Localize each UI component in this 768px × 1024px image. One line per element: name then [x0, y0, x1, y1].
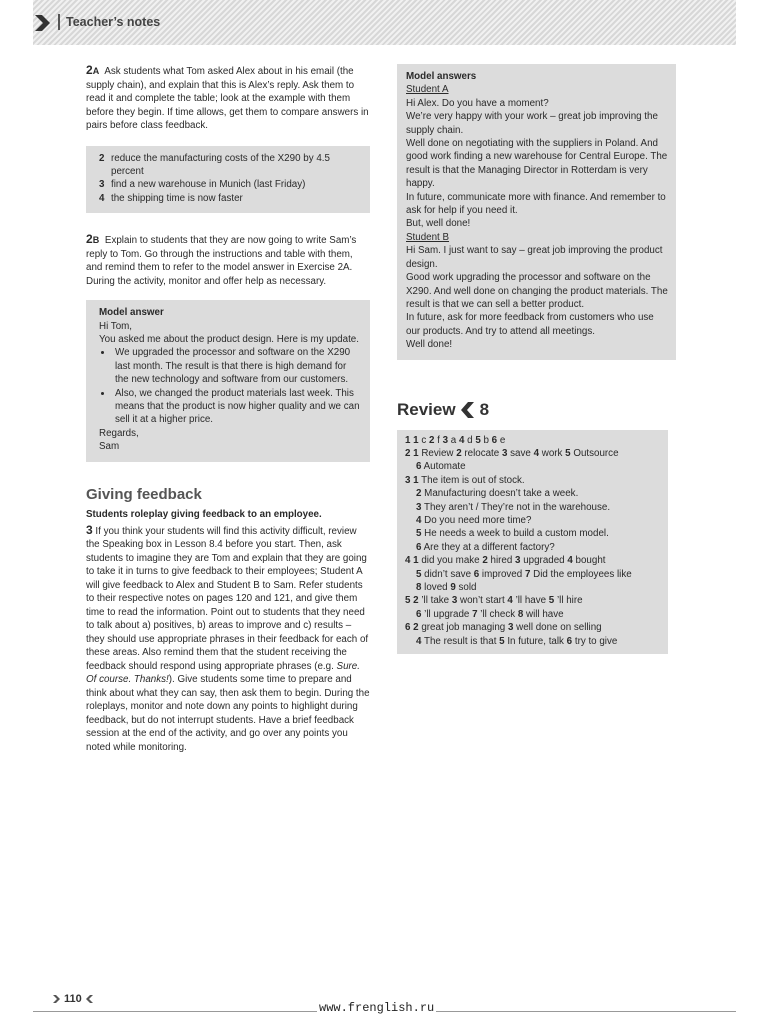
- answer-item: 3 find a new warehouse in Munich (last Friday): [99, 179, 306, 191]
- answer-item: 2 reduce the manufacturing costs of the X290 by 4.5 percent: [99, 152, 330, 177]
- review-answer-line: 4 Do you need more time?: [416, 514, 532, 526]
- student-a-line: Well done on negotiating with the suppliers in Poland. And good work finding a new warehouse for Central Europe. The result is that the Managing Director in Rotterdam is very happy.: [406, 138, 668, 190]
- review-title: Review: [397, 399, 456, 419]
- review-answer-line: 5 didn’t save 6 improved 7 Did the employees like: [416, 568, 632, 580]
- page-number: 110: [52, 993, 94, 1005]
- left-column: [86, 64, 370, 754]
- review-answer-line: 4 The result is that 5 In future, talk 6 try to give: [416, 635, 618, 647]
- student-b-line: Hi Sam. I just want to say – great job improving the product design.: [406, 245, 663, 270]
- section-heading-giving-feedback: Giving feedback: [86, 485, 202, 503]
- student-a-line: But, well done!: [406, 218, 471, 230]
- chevron-left-icon: [84, 994, 94, 1004]
- student-a-line: In future, communicate more with finance. And remember to ask for help if you need it.: [406, 191, 666, 217]
- student-b-line: In future, ask for more feedback from customers who use our products. And try to attend all meetings.: [406, 312, 654, 337]
- header-title: Teacher’s notes: [58, 14, 160, 30]
- review-answer-line: 6 2 great job managing 3 well done on selling: [405, 622, 602, 634]
- review-answer-line: 3 They aren’t / They’re not in the warehouse.: [416, 501, 611, 513]
- student-a-line: Hi Alex. Do you have a moment?: [406, 97, 549, 109]
- model-answer-heading: Model answer: [99, 307, 164, 319]
- model-intro: You asked me about the product design. Here is my update.: [99, 333, 359, 345]
- student-b-line: Good work upgrading the processor and software on the X290. And well done on changing the product materials. The result is that we can sell a better product.: [406, 272, 668, 310]
- model-answers-heading: Model answers: [406, 71, 477, 82]
- student-a-label: Student A: [406, 84, 449, 96]
- exercise-2b: [86, 233, 370, 288]
- review-number: 8: [479, 399, 490, 419]
- model-signature: Sam: [99, 441, 120, 453]
- review-answer-line: 5 He needs a week to build a custom model.: [416, 528, 609, 540]
- exercise-letter: A: [92, 66, 100, 76]
- exercise-number: 2: [86, 232, 93, 247]
- model-bullet: • We upgraded the processor and software on the X290 last month. The result is that there is high demand for the new technology and software from our customers.: [113, 346, 362, 386]
- model-closing: Regards,: [99, 427, 139, 439]
- student-a-line: We’re very happy with your work – great job improving the supply chain.: [406, 111, 658, 136]
- exercise-letter: B: [92, 235, 100, 246]
- chevron-right-icon: [33, 13, 53, 33]
- review-answer-line: 6 ’ll upgrade 7 ’ll check 8 will have: [416, 608, 564, 620]
- model-bullet: • Also, we changed the product materials last week. This means that the product is now higher quality and we can sell it at a higher price.: [113, 387, 362, 427]
- review-answer-line: 6 Are they at a different factory?: [416, 541, 555, 553]
- section-subheading: Students roleplay giving feedback to an employee.: [86, 508, 322, 520]
- review-answer-line: 1 1 c 2 f 3 a 4 d 5 b 6 e: [405, 434, 506, 446]
- exercise-3: 3 If you think your students will find this activity difficult, review the Speaking box in Lesson 8.4 before you start. Then, ask students to imagine they are Tom and explain that they are going to take it in turns to give feedback to their employees; Student A will give feedback to Alex and Student B to Sam. Refer students to their respective notes on pages 120 and 121, and give them time to read the information. Point out to students that they need to talk about a) positives, b) areas to improve and c) results – they should use appropriate phrases in their feedback for each of these areas. Also remind them that the student receiving the feedback should respond using appropriate phrases (e.g. Sure. Of course. Thanks!). Give students some time to prepare and think about what they can say, then ask them to begin. During the roleplays, monitor and note down any points to highlight during feedback, but do not interrupt students. Have a brief feedback session at the end of the activity, and go over any points you noted while monitoring.: [86, 522, 370, 753]
- model-answer-box: [86, 300, 370, 461]
- exercise-text: Ask students what Tom asked Alex about in his email (the supply chain), and explain that this is Alex’s reply. Ask them to read it and complete the table; look at the example with them before they begin. If time allows, get them to compare answers in pairs before class feedback.: [86, 66, 369, 131]
- review-answer-line: 2 1 Review 2 relocate 3 save 4 work 5 Outsource: [405, 447, 619, 459]
- model-greeting: Hi Tom,: [99, 320, 133, 332]
- exercise-text: Explain to students that they are now going to write Sam’s reply to Tom. Go through the instructions and table with them, and remind them to refer to the model answer in Exercise 2A. During the activity, monitor and offer help as necessary.: [86, 235, 357, 287]
- review-answer-line: 5 2 ’ll take 3 won’t start 4 ’ll have 5 ’ll hire: [405, 595, 583, 607]
- review-answer-line: 8 loved 9 sold: [416, 582, 477, 593]
- right-column: [397, 64, 676, 654]
- student-b-label: Student B: [406, 231, 450, 243]
- model-answers-box: [397, 64, 676, 360]
- review-answer-line: 3 1 The item is out of stock.: [405, 474, 525, 486]
- review-heading: [397, 400, 676, 420]
- review-answer-line: 4 1 did you make 2 hired 3 upgraded 4 bought: [405, 555, 606, 567]
- chevron-right-icon: [52, 994, 62, 1004]
- review-answer-line: 2 Manufacturing doesn’t take a week.: [416, 488, 579, 500]
- exercise-2a: [86, 64, 370, 133]
- answer-item: 4 the shipping time is now faster: [99, 192, 243, 204]
- chevron-left-icon: [460, 401, 476, 419]
- review-answers-box: [397, 430, 668, 655]
- exercise-number: 3: [86, 522, 93, 537]
- student-b-line: Well done!: [406, 339, 453, 351]
- exercise-number: 2: [86, 63, 93, 77]
- answer-box-2a: [86, 146, 370, 214]
- footer-url: www.frenglish.ru: [319, 1001, 435, 1015]
- review-answer-line: 6 Automate: [416, 461, 466, 473]
